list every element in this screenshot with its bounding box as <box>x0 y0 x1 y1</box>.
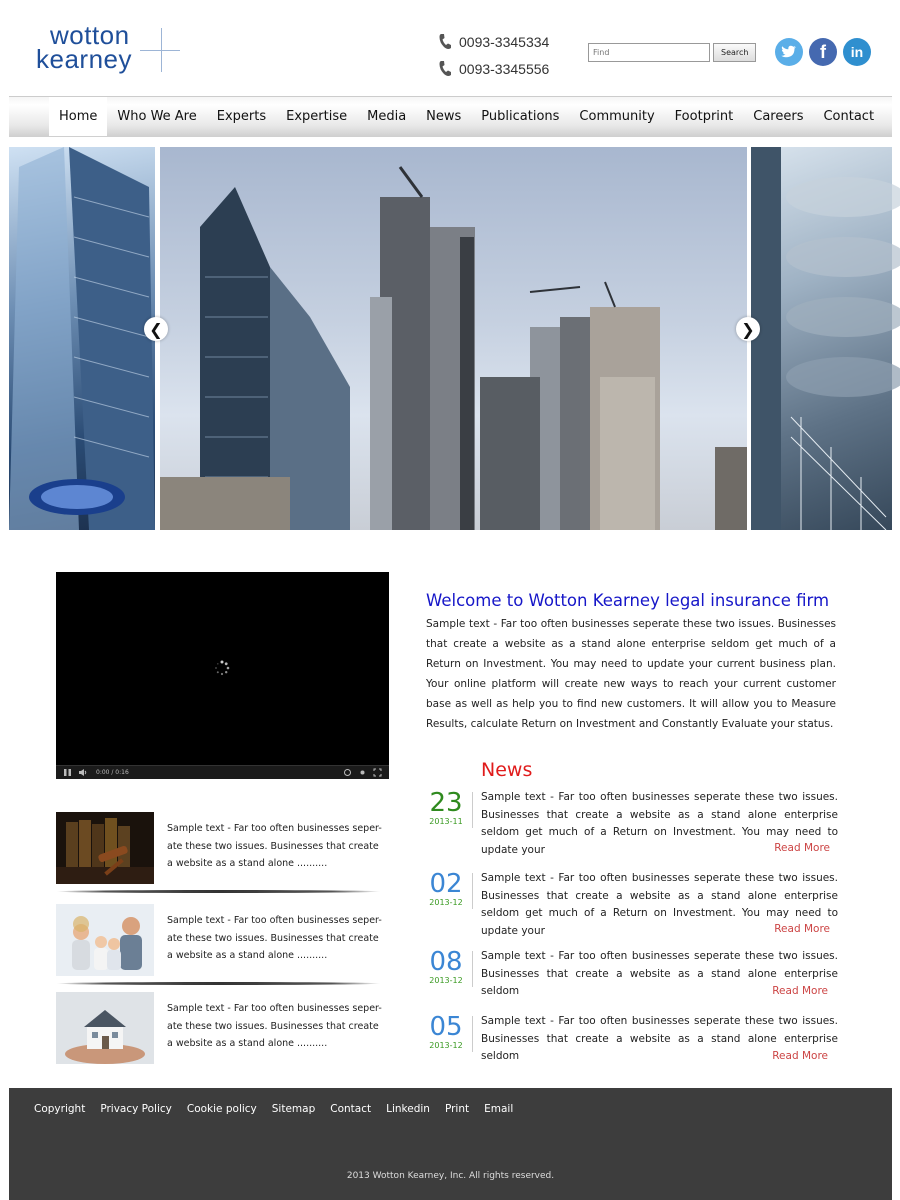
slider-prev-button[interactable]: ❮ <box>144 317 168 341</box>
read-more-link[interactable]: Read More <box>772 1050 828 1062</box>
video-controls-right <box>344 769 381 776</box>
welcome-body: Sample text - Far too often businesses seperate these two issues. Businesses that create a website as a stand alone enterprise seldom get much of a Return on Investment. You may need to update your current business plan. Your online platform will create new ways to reach your current customer base as well as help you to find new customers. It will allow you to Measure Results, calculate Return on Investment and Constantly Evaluate your status. <box>426 618 836 730</box>
news-item[interactable] <box>426 789 838 859</box>
feature-item-family[interactable] <box>56 904 381 984</box>
slide-image-next[interactable] <box>751 147 892 530</box>
feature-item-home[interactable] <box>56 992 381 1072</box>
nav-item-home[interactable]: Home <box>49 97 107 136</box>
law-books-gavel-image[interactable] <box>56 812 154 884</box>
footer-link-cookie-policy[interactable]: Cookie policy <box>186 1103 257 1115</box>
nav-item-media[interactable]: Media <box>367 109 407 124</box>
facebook-icon[interactable]: f <box>809 38 837 66</box>
loading-spinner-icon <box>214 660 230 676</box>
nav-item-footprint[interactable]: Footprint <box>674 109 734 124</box>
news-text: Sample text - Far too often businesses seperate these two issues. Businesses that create a website as a stand alone enterprise seldom get much of a Return on Investment. You may need to update your <box>481 791 838 856</box>
news-date <box>426 948 466 986</box>
news-date <box>426 1013 466 1051</box>
phone-line <box>438 28 549 55</box>
house-in-hands-image[interactable] <box>56 992 154 1064</box>
nav-item-contact[interactable]: Contact <box>823 109 875 124</box>
fullscreen-icon[interactable] <box>374 769 381 776</box>
feature-text: Sample text - Far too often businesses seper-ate these two issues. Businesses that create a website as a stand alone .......... <box>167 823 382 869</box>
video-player[interactable] <box>56 572 389 779</box>
main-nav <box>9 96 892 137</box>
news-text: Sample text - Far too often businesses seperate these two issues. Businesses that create a website as a stand alone enterprise seldom get much of a Return on Investment. You may need to update your <box>481 872 838 937</box>
slide-image-current[interactable] <box>160 147 747 530</box>
footer-link-linkedin[interactable]: Linkedin <box>386 1103 430 1115</box>
phone-icon <box>438 60 452 78</box>
phone-line <box>438 55 549 82</box>
feature-text: Sample text - Far too often businesses seper-ate these two issues. Businesses that create a website as a stand alone .......... <box>167 915 382 961</box>
nav-item-experts[interactable]: Experts <box>216 109 267 124</box>
search-button[interactable]: Search <box>713 43 756 62</box>
news-day: 02 <box>429 869 463 899</box>
volume-icon[interactable] <box>79 769 88 776</box>
footer <box>9 1088 892 1200</box>
slide-image-prev[interactable] <box>9 147 155 530</box>
divider <box>56 982 381 985</box>
news-date <box>426 789 466 827</box>
footer-link-copyright[interactable]: Copyright <box>34 1103 86 1115</box>
welcome-title: Welcome to Wotton Kearney legal insurance firm <box>426 591 830 610</box>
nav-item-who-we-are[interactable]: Who We Are <box>117 109 197 124</box>
news-item[interactable] <box>426 1013 838 1068</box>
pause-icon[interactable] <box>64 769 71 776</box>
nav-item-community[interactable]: Community <box>579 109 655 124</box>
video-time: 0:00 / 0:16 <box>96 769 129 776</box>
footer-link-email[interactable]: Email <box>484 1103 514 1115</box>
news-year-month: 2013-12 <box>429 976 463 985</box>
news-heading: News <box>481 759 533 781</box>
nav-item-publications[interactable]: Publications <box>481 109 560 124</box>
logo-plus-mark <box>140 50 180 51</box>
phone-number[interactable]: 0093-3345556 <box>459 60 550 77</box>
news-divider <box>472 792 473 828</box>
footer-link-privacy-policy[interactable]: Privacy Policy <box>100 1103 172 1115</box>
family-image[interactable] <box>56 904 154 976</box>
phone-numbers <box>438 28 549 82</box>
read-more-link[interactable]: Read More <box>772 985 828 997</box>
divider <box>56 890 381 893</box>
logo-text-line1: wotton <box>50 20 130 50</box>
footer-link-contact[interactable]: Contact <box>330 1103 372 1115</box>
nav-item-news[interactable]: News <box>426 109 462 124</box>
search-form <box>588 43 756 62</box>
news-year-month: 2013-11 <box>429 817 463 826</box>
news-text: Sample text - Far too often businesses seperate these two issues. Businesses that create a website as a stand alone enterprise seldom <box>481 1015 838 1062</box>
read-more-link[interactable]: Read More <box>774 923 830 935</box>
search-input[interactable] <box>588 43 710 62</box>
news-divider <box>472 873 473 909</box>
footer-links <box>34 1103 513 1115</box>
read-more-link[interactable]: Read More <box>774 842 830 854</box>
footer-link-print[interactable]: Print <box>444 1103 470 1115</box>
social-links <box>775 38 871 66</box>
news-day: 23 <box>429 788 463 818</box>
settings-icon[interactable] <box>359 769 366 776</box>
footer-link-sitemap[interactable]: Sitemap <box>271 1103 316 1115</box>
news-divider <box>472 1016 473 1052</box>
news-day: 08 <box>429 947 463 977</box>
news-date <box>426 870 466 908</box>
news-year-month: 2013-12 <box>429 1041 463 1050</box>
logo-text-line2: kearney <box>36 44 132 74</box>
news-divider <box>472 951 473 987</box>
captions-icon[interactable] <box>344 769 351 776</box>
copyright-text: 2013 Wotton Kearney, Inc. All rights reserved. <box>346 1171 555 1181</box>
image-slider <box>9 147 892 530</box>
twitter-icon[interactable] <box>775 38 803 66</box>
slider-next-button[interactable]: ❯ <box>736 317 760 341</box>
linkedin-icon[interactable]: in <box>843 38 871 66</box>
nav-item-careers[interactable]: Careers <box>753 109 804 124</box>
news-day: 05 <box>429 1012 463 1042</box>
nav-item-expertise[interactable]: Expertise <box>286 109 348 124</box>
phone-icon <box>438 33 452 51</box>
logo[interactable] <box>36 22 186 77</box>
news-item[interactable] <box>426 948 838 1003</box>
phone-number[interactable]: 0093-3345334 <box>459 33 550 50</box>
feature-text: Sample text - Far too often businesses seper-ate these two issues. Businesses that create a website as a stand alone .......... <box>167 1003 382 1049</box>
news-text: Sample text - Far too often businesses seperate these two issues. Businesses that create a website as a stand alone enterprise seldom <box>481 950 838 997</box>
news-year-month: 2013-12 <box>429 898 463 907</box>
video-controls <box>56 765 389 779</box>
news-item[interactable] <box>426 870 838 940</box>
feature-item-law[interactable] <box>56 812 381 892</box>
